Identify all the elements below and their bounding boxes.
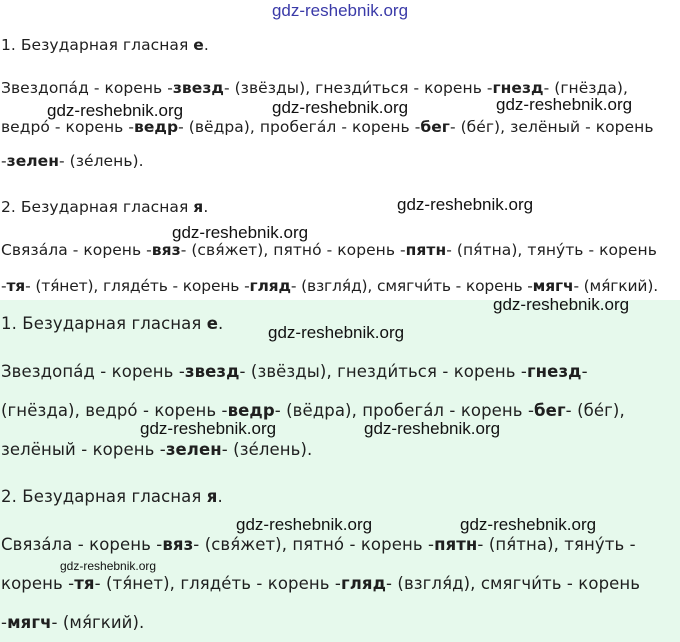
heading-vowel-e: 1. Безударная гласная е. xyxy=(1,36,209,54)
watermark: gdz-reshebnik.org xyxy=(364,419,501,438)
watermark: gdz-reshebnik.org xyxy=(460,515,597,534)
watermark: gdz-reshebnik.org xyxy=(496,95,633,114)
heading-vowel-ya: 2. Безударная гласная я. xyxy=(1,198,209,216)
text-line: корень -тя- (тя́нет), гляде́ть - корень -гляд- (взгля́д), смягчи́ть - корень xyxy=(1,574,641,593)
watermark: gdz-reshebnik.org xyxy=(140,419,277,438)
text-line: Связа́ла - корень -вяз- (свя́жет), пятно́ - корень -пятн- (пя́тна), тяну́ть - корень xyxy=(1,241,657,259)
watermark: gdz-reshebnik.org xyxy=(272,98,409,117)
watermark: gdz-reshebnik.org xyxy=(47,101,184,120)
watermark: gdz-reshebnik.org xyxy=(493,295,630,314)
text-line: -тя- (тя́нет), гляде́ть - корень -гляд- (взгля́д), смягчи́ть - корень -мягч- (мя́гкий). xyxy=(1,277,658,295)
watermark: gdz-reshebnik.org xyxy=(60,559,157,573)
text-line: Звездопа́д - корень -звезд- (звёзды), гнезди́ться - корень -гнезд- xyxy=(1,362,588,381)
text-line: Связа́ла - корень -вяз- (свя́жет), пятно́ - корень -пятн- (пя́тна), тяну́ть - xyxy=(1,535,636,554)
text-line: зелёный - корень -зелен- (зе́лень). xyxy=(1,440,313,459)
watermark: gdz-reshebnik.org xyxy=(236,515,373,534)
watermark: gdz-reshebnik.org xyxy=(268,323,405,342)
text-line: -мягч- (мя́гкий). xyxy=(1,613,145,632)
heading-vowel-ya: 2. Безударная гласная я. xyxy=(1,487,223,506)
text-line: Звездопа́д - корень -звезд- (звёзды), гнезди́ться - корень -гнезд- (гнёзда), xyxy=(1,79,628,97)
text-line: (гнёзда), ведро́ - корень -ведр- (вёдра), пробега́л - корень -бег- (бе́г), xyxy=(1,401,625,420)
text-line: -зелен- (зе́лень). xyxy=(1,152,144,170)
watermark: gdz-reshebnik.org xyxy=(172,223,309,242)
watermark: gdz-reshebnik.org xyxy=(397,195,534,214)
heading-vowel-e: 1. Безударная гласная е. xyxy=(1,314,224,333)
watermark-top: gdz-reshebnik.org xyxy=(271,1,409,20)
text-line: ведро́ - корень -ведр- (вёдра), пробега́л - корень -бег- (бе́г), зелёный - корень xyxy=(1,118,654,136)
